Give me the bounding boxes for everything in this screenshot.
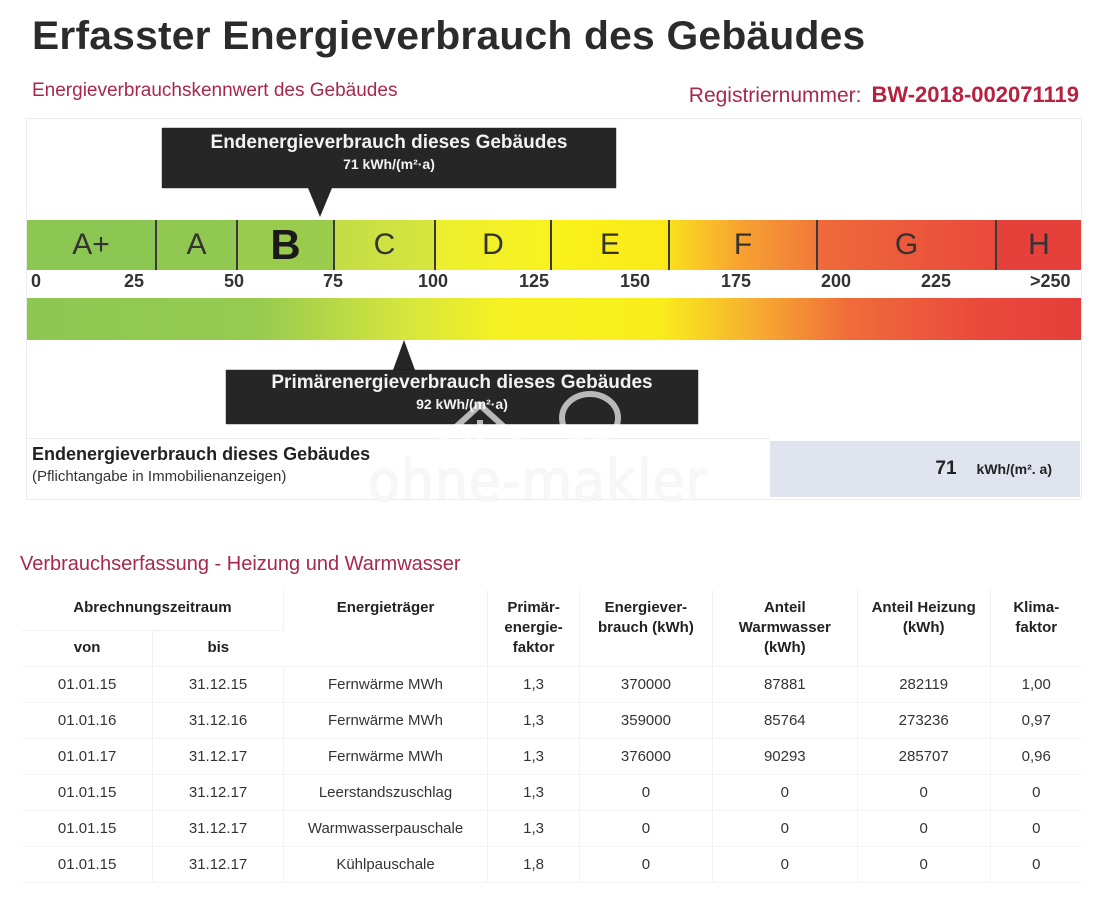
table-row bbox=[22, 811, 1082, 847]
cell-factor: 1,3 bbox=[488, 739, 580, 775]
cell-to: 31.12.17 bbox=[153, 847, 284, 883]
cell-hot-water: 90293 bbox=[712, 739, 857, 775]
cell-carrier: Kühlpauschale bbox=[283, 847, 487, 883]
class-b: B bbox=[238, 220, 335, 270]
cell-from: 01.01.15 bbox=[22, 847, 153, 883]
cell-consumption: 370000 bbox=[580, 667, 713, 703]
summary-unit: kWh/(m². a) bbox=[976, 461, 1052, 477]
tick: 200 bbox=[821, 271, 852, 291]
primary-energy-callout-label: Primärenergieverbrauch dieses Gebäudes bbox=[271, 372, 653, 393]
final-energy-callout-label: Endenergieverbrauch dieses Gebäudes bbox=[210, 132, 568, 153]
summary-label bbox=[32, 444, 370, 485]
table-row bbox=[22, 775, 1082, 811]
tick: 100 bbox=[418, 271, 449, 291]
cell-carrier: Fernwärme MWh bbox=[283, 703, 487, 739]
cell-to: 31.12.17 bbox=[153, 775, 284, 811]
cell-carrier: Fernwärme MWh bbox=[283, 667, 487, 703]
tick: >250 bbox=[1030, 271, 1071, 291]
tick: 75 bbox=[323, 271, 344, 291]
header-from: von bbox=[22, 630, 153, 666]
tick: 25 bbox=[124, 271, 145, 291]
primary-energy-gradient-bar bbox=[27, 298, 1081, 340]
cell-consumption: 0 bbox=[580, 775, 713, 811]
final-energy-pointer-icon bbox=[308, 188, 332, 217]
primary-energy-callout-value: 92 kWh/(m²·a) bbox=[416, 396, 508, 412]
header-period: Abrechnungszeitraum bbox=[22, 590, 283, 630]
header-primary-factor: Primär- energie- faktor bbox=[488, 590, 580, 667]
page-title: Erfasster Energieverbrauch des Gebäudes bbox=[32, 14, 866, 58]
cell-factor: 1,3 bbox=[488, 811, 580, 847]
header-climate-factor: Klima- faktor bbox=[990, 590, 1082, 667]
header-hot-water: Anteil Warmwasser (kWh) bbox=[712, 590, 857, 667]
summary-heading: Endenergieverbrauch dieses Gebäudes bbox=[32, 444, 371, 464]
header-heating: Anteil Heizung (kWh) bbox=[857, 590, 990, 667]
cell-consumption: 359000 bbox=[580, 703, 713, 739]
section-subtitle: Energieverbrauchskennwert des Gebäudes bbox=[32, 80, 398, 101]
cell-hot-water: 87881 bbox=[712, 667, 857, 703]
cell-heating: 0 bbox=[857, 811, 990, 847]
registration-label: Registriernummer: bbox=[688, 84, 862, 107]
cell-factor: 1,3 bbox=[488, 775, 580, 811]
cell-climate: 0,97 bbox=[990, 703, 1082, 739]
cell-heating: 273236 bbox=[857, 703, 990, 739]
header-consumption: Energiever- brauch (kWh) bbox=[580, 590, 713, 667]
cell-factor: 1,3 bbox=[488, 667, 580, 703]
class-e: E bbox=[552, 220, 670, 270]
cell-climate: 0,96 bbox=[990, 739, 1082, 775]
tick: 0 bbox=[31, 271, 42, 291]
table-row bbox=[22, 667, 1082, 703]
cell-hot-water: 0 bbox=[712, 775, 857, 811]
primary-energy-pointer-icon bbox=[393, 340, 415, 370]
consumption-table bbox=[22, 590, 1082, 883]
watermark: ohne-makler bbox=[368, 449, 708, 515]
cell-from: 01.01.16 bbox=[22, 703, 153, 739]
cell-carrier: Warmwasserpauschale bbox=[283, 811, 487, 847]
class-a-plus: A+ bbox=[27, 220, 157, 270]
energy-class-bar bbox=[27, 220, 1081, 270]
summary-value: 71 bbox=[935, 458, 957, 479]
cell-consumption: 0 bbox=[580, 811, 713, 847]
summary-note: (Pflichtangabe in Immobilienanzeigen) bbox=[32, 468, 287, 485]
summary-divider bbox=[26, 438, 770, 439]
cell-climate: 0 bbox=[990, 811, 1082, 847]
tick: 225 bbox=[921, 271, 952, 291]
cell-from: 01.01.15 bbox=[22, 811, 153, 847]
table-row bbox=[22, 847, 1082, 883]
class-f: F bbox=[670, 220, 818, 270]
cell-heating: 0 bbox=[857, 775, 990, 811]
scale-ticks bbox=[27, 271, 1081, 295]
cell-climate: 0 bbox=[990, 847, 1082, 883]
final-energy-callout-value: 71 kWh/(m²·a) bbox=[343, 156, 435, 172]
cell-to: 31.12.16 bbox=[153, 703, 284, 739]
registration-value: BW-2018-002071119 bbox=[871, 82, 1079, 107]
cell-from: 01.01.15 bbox=[22, 775, 153, 811]
cell-hot-water: 0 bbox=[712, 847, 857, 883]
cell-heating: 0 bbox=[857, 847, 990, 883]
cell-hot-water: 0 bbox=[712, 811, 857, 847]
registration-number bbox=[689, 82, 1079, 108]
cell-carrier: Leerstandszuschlag bbox=[283, 775, 487, 811]
cell-to: 31.12.17 bbox=[153, 739, 284, 775]
cell-to: 31.12.17 bbox=[153, 811, 284, 847]
cell-consumption: 0 bbox=[580, 847, 713, 883]
tick: 50 bbox=[224, 271, 245, 291]
class-d: D bbox=[436, 220, 552, 270]
cell-from: 01.01.15 bbox=[22, 667, 153, 703]
class-g: G bbox=[818, 220, 997, 270]
final-energy-callout bbox=[162, 128, 616, 188]
cell-hot-water: 85764 bbox=[712, 703, 857, 739]
header-carrier: Energieträger bbox=[283, 590, 487, 667]
table-row bbox=[22, 739, 1082, 775]
cell-consumption: 376000 bbox=[580, 739, 713, 775]
tick: 125 bbox=[519, 271, 550, 291]
class-h: H bbox=[997, 220, 1081, 270]
table-title: Verbrauchserfassung - Heizung und Warmwasser bbox=[20, 553, 461, 575]
class-a: A bbox=[157, 220, 238, 270]
cell-factor: 1,8 bbox=[488, 847, 580, 883]
header-to: bis bbox=[153, 630, 284, 666]
class-c: C bbox=[335, 220, 436, 270]
summary-value-box bbox=[770, 441, 1080, 497]
cell-factor: 1,3 bbox=[488, 703, 580, 739]
cell-climate: 1,00 bbox=[990, 667, 1082, 703]
cell-from: 01.01.17 bbox=[22, 739, 153, 775]
tick: 175 bbox=[721, 271, 752, 291]
tick: 150 bbox=[620, 271, 651, 291]
cell-climate: 0 bbox=[990, 775, 1082, 811]
cell-carrier: Fernwärme MWh bbox=[283, 739, 487, 775]
table-row bbox=[22, 703, 1082, 739]
cell-to: 31.12.15 bbox=[153, 667, 284, 703]
cell-heating: 285707 bbox=[857, 739, 990, 775]
cell-heating: 282119 bbox=[857, 667, 990, 703]
